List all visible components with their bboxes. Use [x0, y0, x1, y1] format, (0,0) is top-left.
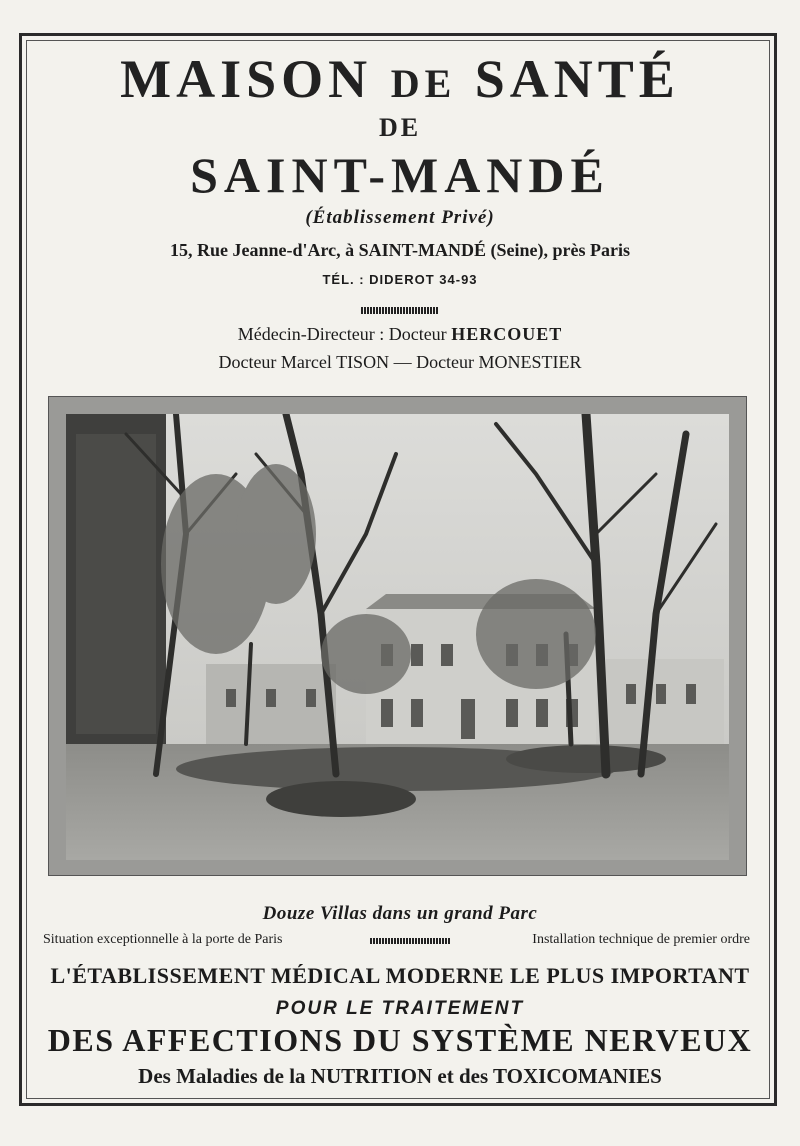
- title-maison: MAISON: [120, 49, 391, 109]
- installation-text: Installation technique de premier ordre: [532, 932, 750, 947]
- maladies-line: Des Maladies de la NUTRITION et des TOXICOMANIES: [138, 1064, 662, 1088]
- title-sante: SANTÉ: [456, 49, 680, 109]
- situation-text: Situation exceptionnelle à la porte de Paris: [43, 932, 283, 947]
- director-line: [0, 324, 800, 345]
- title-maison-de-sante: [0, 48, 800, 110]
- ornament-small: [370, 938, 450, 944]
- title-de-line: DE: [378, 113, 422, 142]
- traitement-heading: POUR LE TRAITEMENT: [275, 998, 525, 1019]
- subtitle-etablissement: (Établissement Privé): [305, 207, 495, 228]
- affections-heading: DES AFFECTIONS DU SYSTÈME NERVEUX: [47, 1022, 753, 1058]
- park-photo: [66, 414, 729, 860]
- villas-caption: Douze Villas dans un grand Parc: [262, 903, 538, 924]
- title-saint-mande: SAINT-MANDÉ: [190, 147, 610, 203]
- telephone: TÉL. : DIDEROT 34-93: [322, 272, 478, 287]
- etablissement-heading: L'ÉTABLISSEMENT MÉDICAL MODERNE LE PLUS IMPORTANT: [50, 963, 750, 988]
- director-prefix: Médecin-Directeur : Docteur: [237, 324, 452, 344]
- other-doctors: Docteur Marcel TISON — Docteur MONESTIER: [218, 352, 582, 372]
- title-de: DE: [390, 61, 457, 106]
- address: 15, Rue Jeanne-d'Arc, à SAINT-MANDÉ (Seine), près Paris: [170, 240, 630, 260]
- ornament-divider: [0, 299, 800, 307]
- director-name: HERCOUET: [451, 324, 563, 344]
